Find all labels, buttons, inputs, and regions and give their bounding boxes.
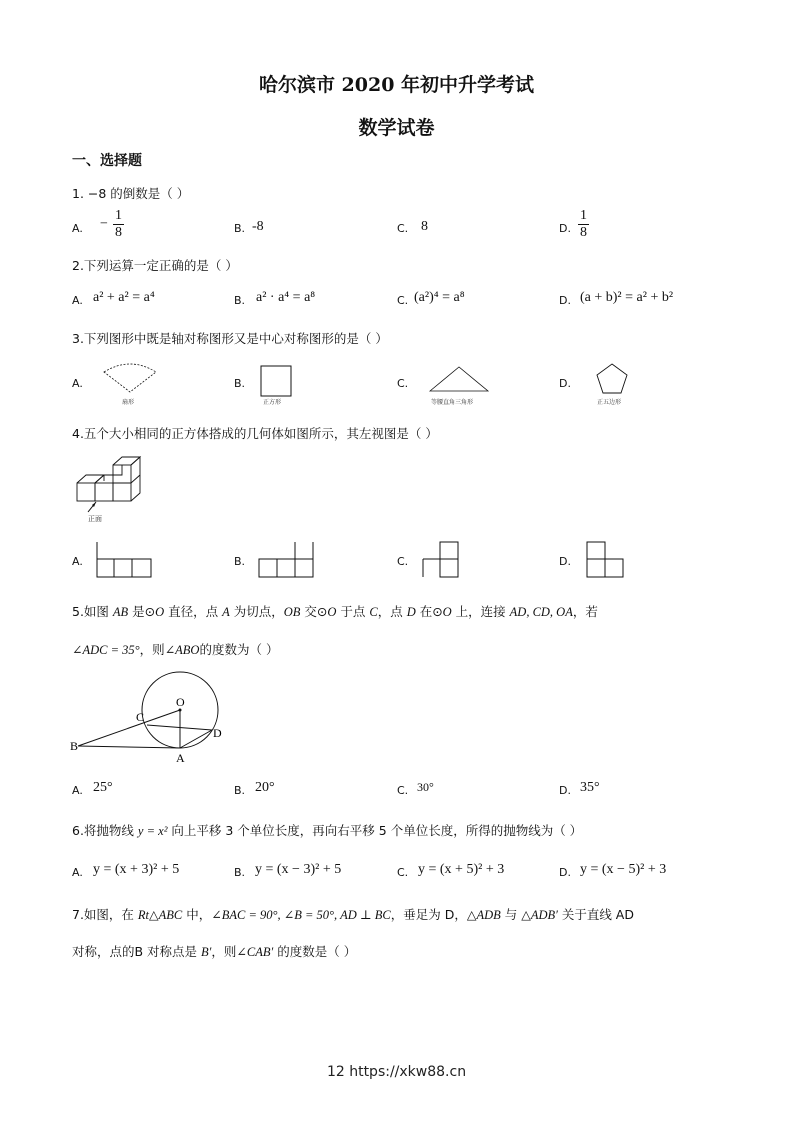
q6-option-b-value: y = (x − 3)² + 5	[255, 862, 342, 877]
q5-option-a-value: 25°	[93, 780, 113, 795]
q3-option-b-label: B.	[234, 377, 246, 390]
q1-option-b-value: -8	[252, 219, 264, 234]
q5-option-d-value: 35°	[580, 780, 600, 795]
isosceles-right-triangle-figure	[428, 364, 490, 394]
exam-subtitle: 数学试卷	[358, 117, 435, 139]
q2-option-d-value: (a + b)² = a² + b²	[580, 290, 674, 305]
q1-option-a-label: A.	[72, 222, 83, 235]
pentagon-figure	[594, 361, 630, 397]
q6-option-d-value: y = (x − 5)² + 3	[580, 862, 667, 877]
q1-option-a-value: − $\frac{1}{8}$	[100, 208, 122, 240]
square-figure	[258, 364, 294, 398]
q3-option-c-label: C.	[397, 377, 409, 390]
q2-option-b-value: a² · a⁴ = a⁸	[256, 290, 316, 305]
label-B: B	[70, 739, 79, 753]
q5-option-d-label: D.	[559, 784, 571, 797]
q2-option-b-label: B.	[234, 294, 246, 307]
q3-caption-a: 扇形	[122, 399, 135, 406]
label-C: C	[136, 710, 145, 724]
q6-option-c-label: C.	[397, 866, 409, 879]
q1-option-c-label: C.	[397, 222, 409, 235]
q4-option-d-view	[584, 539, 628, 579]
cube-solid-figure	[72, 452, 158, 514]
question-6-stem: 6.将抛物线 y = x² 向上平移 3 个单位长度，再向右平移 5 个单位长度，所得的抛物线为（ ）	[72, 823, 583, 838]
q2-option-a-label: A.	[72, 294, 83, 307]
q4-figure-caption: 正面	[88, 515, 102, 523]
q5-option-b-value: 20°	[255, 780, 275, 795]
q3-caption-c: 等腰直角三角形	[431, 399, 474, 406]
q2-option-a-value: a² + a² = a⁴	[93, 290, 155, 305]
question-1-stem: 1. −8 的倒数是（ ）	[72, 186, 190, 201]
q5-option-a-label: A.	[72, 784, 83, 797]
question-4-stem: 4.五个大小相同的正方体搭成的几何体如图所示，其左视图是（ ）	[72, 426, 438, 441]
q4-option-a-view	[94, 539, 154, 579]
circle-tangent-figure	[68, 670, 238, 770]
q4-option-c-label: C.	[397, 555, 409, 568]
question-7-stem-line-2: 对称，点的B 对称点是 B′，则∠CAB′ 的度数是（ ）	[72, 944, 357, 959]
q6-option-a-value: y = (x + 3)² + 5	[93, 862, 180, 877]
q6-option-c-value: y = (x + 5)² + 3	[418, 862, 505, 877]
q1-option-d-label: D.	[559, 222, 571, 235]
q3-caption-d: 正五边形	[597, 399, 622, 406]
q2-option-c-label: C.	[397, 294, 409, 307]
q3-option-d-label: D.	[559, 377, 571, 390]
q1-option-d-value: $\frac{1}{8}$	[580, 208, 587, 240]
question-2-stem: 2.下列运算一定正确的是（ ）	[72, 258, 238, 273]
q5-option-b-label: B.	[234, 784, 246, 797]
label-A: A	[176, 751, 185, 765]
q1-option-b-label: B.	[234, 222, 246, 235]
label-D: D	[213, 726, 222, 740]
q4-option-b-view	[256, 539, 318, 579]
q5-option-c-label: C.	[397, 784, 409, 797]
exam-title: 哈尔滨市 2020 年初中升学考试	[258, 74, 535, 96]
q3-caption-b: 正方形	[263, 399, 282, 406]
q4-option-a-label: A.	[72, 555, 83, 568]
q1-option-c-value: 8	[421, 219, 428, 234]
page-footer: 12 https://xkw88.cn	[326, 1064, 467, 1080]
question-7-stem-line-1: 7.如图，在 Rt△ABC 中，∠BAC = 90°, ∠B = 50°, AD ⊥ BC，垂足为 D，△ADB 与 △ADB′ 关于直线 AD	[72, 907, 634, 922]
question-3-stem: 3.下列图形中既是轴对称图形又是中心对称图形的是（ ）	[72, 331, 388, 346]
q4-option-d-label: D.	[559, 555, 571, 568]
q6-option-d-label: D.	[559, 866, 571, 879]
q2-option-c-value: (a²)⁴ = a⁸	[414, 290, 465, 305]
q6-option-b-label: B.	[234, 866, 246, 879]
question-5-stem-line-1: 5.如图 AB 是⊙O 直径，点 A 为切点，OB 交⊙O 于点 C，点 D 在⊙O 上，连接 AD, CD, OA，若	[72, 604, 598, 619]
q5-option-c-value: 30°	[417, 780, 434, 794]
q2-option-d-label: D.	[559, 294, 571, 307]
label-O: O	[176, 695, 185, 709]
q4-option-b-label: B.	[234, 555, 246, 568]
q6-option-a-label: A.	[72, 866, 83, 879]
q4-option-c-view	[418, 539, 464, 579]
question-5-stem-line-2: ∠ADC = 35°，则∠ABO的度数为（ ）	[72, 642, 279, 657]
section-heading: 一、选择题	[72, 153, 142, 169]
q3-option-a-label: A.	[72, 377, 83, 390]
sector-figure	[100, 358, 160, 398]
